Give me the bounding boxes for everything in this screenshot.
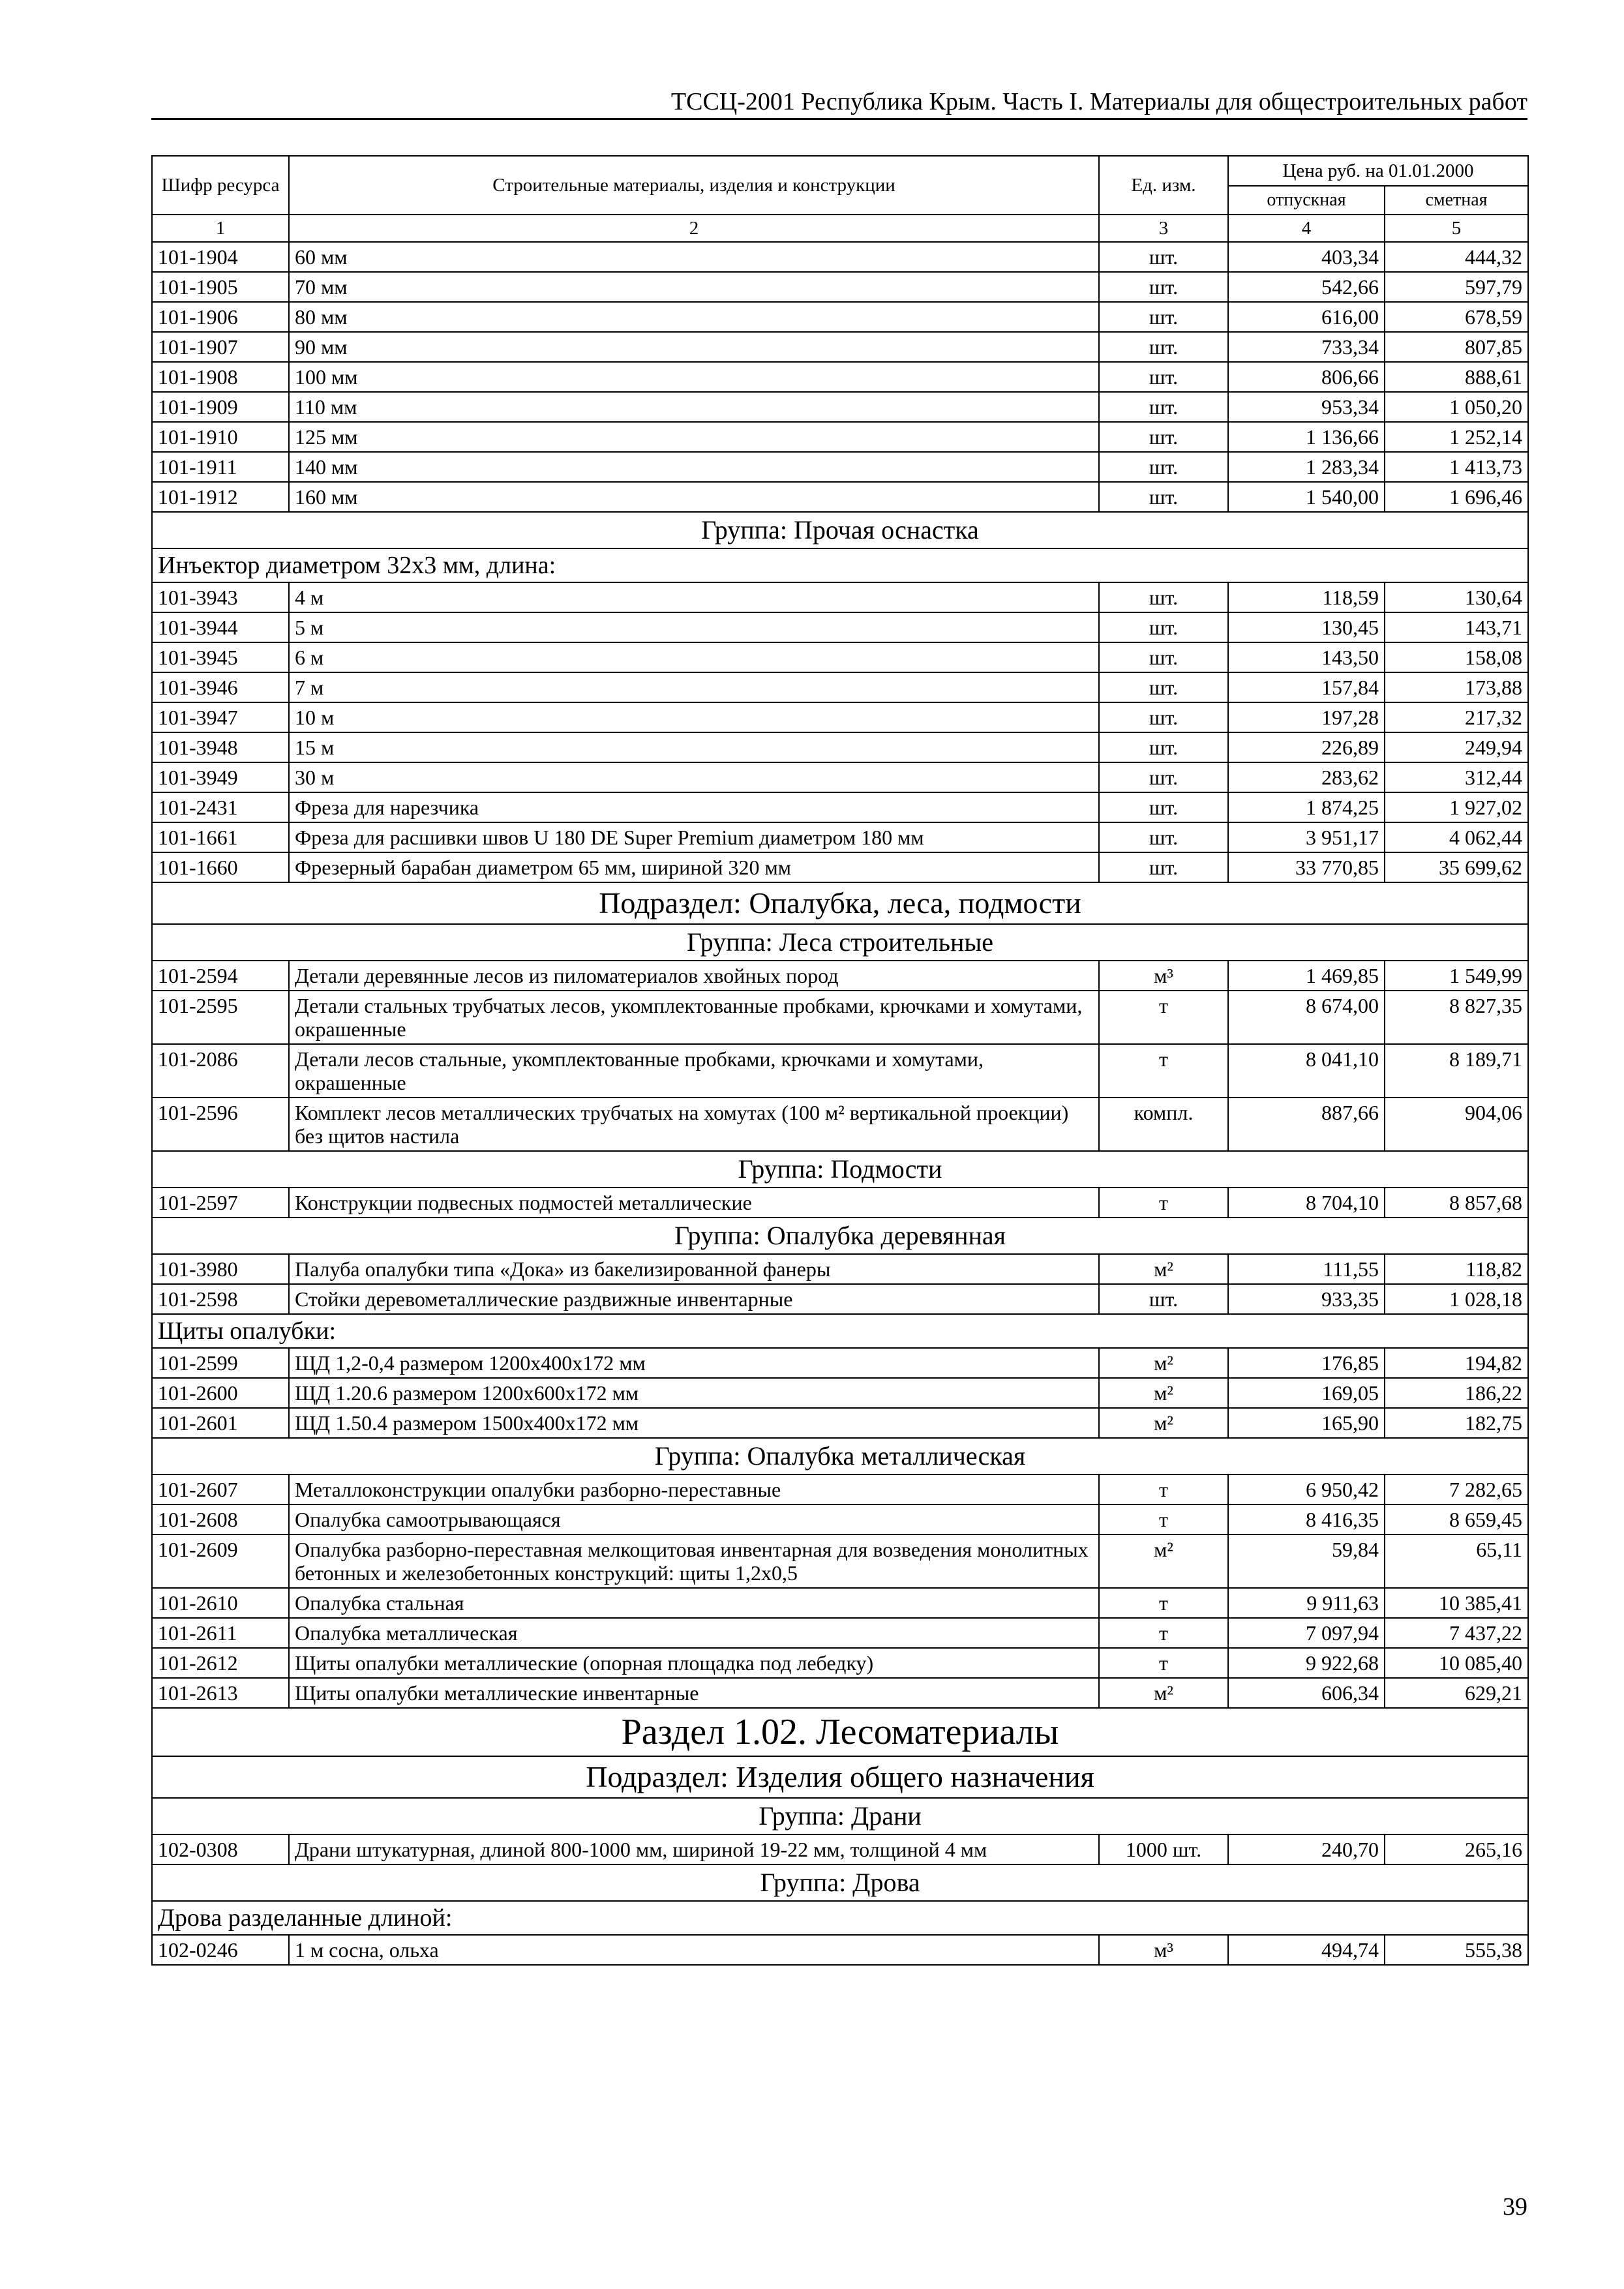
estimate-price: 7 282,65 — [1385, 1474, 1528, 1504]
subsection-heading-row — [152, 1756, 1528, 1798]
subgroup-label-row — [152, 1314, 1528, 1348]
resource-code: 101-1907 — [152, 332, 289, 362]
release-price: 157,84 — [1228, 672, 1385, 702]
material-name: Драни штукатурная, длиной 800-1000 мм, шириной 19-22 мм, толщиной 4 мм — [289, 1834, 1099, 1864]
resource-code: 101-3948 — [152, 732, 289, 762]
subgroup-label: Дрова разделанные длиной: — [152, 1901, 1528, 1935]
table-row — [152, 1534, 1528, 1588]
estimate-price: 10 385,41 — [1385, 1588, 1528, 1618]
unit-of-measure: т — [1099, 1504, 1228, 1534]
table-row — [152, 582, 1528, 612]
resource-code: 101-3945 — [152, 642, 289, 672]
release-price: 403,34 — [1228, 242, 1385, 272]
resource-code: 101-1904 — [152, 242, 289, 272]
group-heading-row — [152, 512, 1528, 548]
resource-code: 101-2610 — [152, 1588, 289, 1618]
estimate-price: 1 028,18 — [1385, 1284, 1528, 1314]
release-price: 283,62 — [1228, 762, 1385, 792]
estimate-price: 158,08 — [1385, 642, 1528, 672]
table-row — [152, 702, 1528, 732]
estimate-price: 888,61 — [1385, 362, 1528, 392]
release-price: 240,70 — [1228, 1834, 1385, 1864]
materials-price-table — [151, 155, 1529, 1966]
unit-of-measure: шт. — [1099, 852, 1228, 882]
resource-code: 101-3944 — [152, 612, 289, 642]
unit-of-measure: шт. — [1099, 272, 1228, 302]
unit-of-measure: м² — [1099, 1378, 1228, 1408]
resource-code: 102-0308 — [152, 1834, 289, 1864]
resource-code: 101-1909 — [152, 392, 289, 422]
section-heading: Раздел 1.02. Лесоматериалы — [152, 1708, 1528, 1756]
group-heading-row — [152, 1798, 1528, 1834]
table-row — [152, 362, 1528, 392]
subsection-heading-row — [152, 882, 1528, 924]
unit-of-measure: шт. — [1099, 582, 1228, 612]
material-name: 7 м — [289, 672, 1099, 702]
table-row — [152, 242, 1528, 272]
material-name: 80 мм — [289, 302, 1099, 332]
material-name: 1 м сосна, ольха — [289, 1935, 1099, 1965]
material-name: Комплект лесов металлических трубчатых на хомутах (100 м² вертикальной проекции) без щитов настила — [289, 1098, 1099, 1151]
resource-code: 101-2595 — [152, 991, 289, 1044]
unit-of-measure: т — [1099, 1474, 1228, 1504]
col-header-unit: Ед. изм. — [1099, 156, 1228, 215]
estimate-price: 7 437,22 — [1385, 1618, 1528, 1648]
material-name: 70 мм — [289, 272, 1099, 302]
page-number: 39 — [1503, 2193, 1527, 2221]
estimate-price: 1 549,99 — [1385, 961, 1528, 991]
column-number: 1 — [152, 215, 289, 242]
material-name: 30 м — [289, 762, 1099, 792]
resource-code: 101-3980 — [152, 1254, 289, 1284]
table-row — [152, 1588, 1528, 1618]
table-row — [152, 792, 1528, 822]
resource-code: 101-2597 — [152, 1188, 289, 1218]
resource-code: 101-3947 — [152, 702, 289, 732]
col-header-name: Строительные материалы, изделия и конструкции — [289, 156, 1099, 215]
estimate-price: 143,71 — [1385, 612, 1528, 642]
group-heading: Группа: Подмости — [152, 1151, 1528, 1188]
table-row — [152, 612, 1528, 642]
release-price: 1 540,00 — [1228, 482, 1385, 512]
unit-of-measure: шт. — [1099, 1284, 1228, 1314]
table-row — [152, 1834, 1528, 1864]
estimate-price: 186,22 — [1385, 1378, 1528, 1408]
col-header-release-price: отпускная — [1228, 186, 1385, 215]
material-name: 110 мм — [289, 392, 1099, 422]
table-row — [152, 732, 1528, 762]
table-row — [152, 822, 1528, 852]
estimate-price: 130,64 — [1385, 582, 1528, 612]
estimate-price: 8 659,45 — [1385, 1504, 1528, 1534]
release-price: 542,66 — [1228, 272, 1385, 302]
table-row — [152, 961, 1528, 991]
unit-of-measure: м³ — [1099, 961, 1228, 991]
subsection-heading: Подраздел: Опалубка, леса, подмости — [152, 882, 1528, 924]
resource-code: 101-2086 — [152, 1044, 289, 1098]
subgroup-label: Инъектор диаметром 32х3 мм, длина: — [152, 548, 1528, 582]
material-name: 5 м — [289, 612, 1099, 642]
release-price: 8 041,10 — [1228, 1044, 1385, 1098]
material-name: 100 мм — [289, 362, 1099, 392]
material-name: 160 мм — [289, 482, 1099, 512]
unit-of-measure: шт. — [1099, 702, 1228, 732]
resource-code: 101-2609 — [152, 1534, 289, 1588]
resource-code: 101-3943 — [152, 582, 289, 612]
release-price: 953,34 — [1228, 392, 1385, 422]
release-price: 806,66 — [1228, 362, 1385, 392]
resource-code: 101-2601 — [152, 1408, 289, 1438]
table-row — [152, 1188, 1528, 1218]
release-price: 118,59 — [1228, 582, 1385, 612]
material-name: 4 м — [289, 582, 1099, 612]
material-name: ЩД 1.50.4 размером 1500х400х172 мм — [289, 1408, 1099, 1438]
table-row — [152, 642, 1528, 672]
estimate-price: 1 696,46 — [1385, 482, 1528, 512]
group-heading: Группа: Прочая оснастка — [152, 512, 1528, 548]
material-name: Опалубка стальная — [289, 1588, 1099, 1618]
release-price: 165,90 — [1228, 1408, 1385, 1438]
release-price: 8 674,00 — [1228, 991, 1385, 1044]
unit-of-measure: шт. — [1099, 332, 1228, 362]
table-row — [152, 991, 1528, 1044]
release-price: 143,50 — [1228, 642, 1385, 672]
resource-code: 101-2598 — [152, 1284, 289, 1314]
unit-of-measure: т — [1099, 1618, 1228, 1648]
release-price: 226,89 — [1228, 732, 1385, 762]
resource-code: 101-2608 — [152, 1504, 289, 1534]
release-price: 887,66 — [1228, 1098, 1385, 1151]
estimate-price: 8 189,71 — [1385, 1044, 1528, 1098]
release-price: 8 416,35 — [1228, 1504, 1385, 1534]
header-rule — [151, 118, 1527, 120]
table-row — [152, 1044, 1528, 1098]
material-name: Фреза для расшивки швов U 180 DE Super Premium диаметром 180 мм — [289, 822, 1099, 852]
release-price: 169,05 — [1228, 1378, 1385, 1408]
release-price: 9 922,68 — [1228, 1648, 1385, 1678]
material-name: 6 м — [289, 642, 1099, 672]
table-row — [152, 852, 1528, 882]
unit-of-measure: м² — [1099, 1678, 1228, 1708]
estimate-price: 173,88 — [1385, 672, 1528, 702]
material-name: Металлоконструкции опалубки разборно-переставные — [289, 1474, 1099, 1504]
table-row — [152, 452, 1528, 482]
estimate-price: 1 252,14 — [1385, 422, 1528, 452]
unit-of-measure: шт. — [1099, 822, 1228, 852]
unit-of-measure: м² — [1099, 1534, 1228, 1588]
release-price: 616,00 — [1228, 302, 1385, 332]
release-price: 733,34 — [1228, 332, 1385, 362]
resource-code: 102-0246 — [152, 1935, 289, 1965]
col-header-code: Шифр ресурса — [152, 156, 289, 215]
estimate-price: 10 085,40 — [1385, 1648, 1528, 1678]
table-row — [152, 1254, 1528, 1284]
table-row — [152, 1935, 1528, 1965]
release-price: 130,45 — [1228, 612, 1385, 642]
unit-of-measure: шт. — [1099, 612, 1228, 642]
unit-of-measure: т — [1099, 991, 1228, 1044]
unit-of-measure: т — [1099, 1044, 1228, 1098]
estimate-price: 265,16 — [1385, 1834, 1528, 1864]
release-price: 3 951,17 — [1228, 822, 1385, 852]
release-price: 933,35 — [1228, 1284, 1385, 1314]
table-row — [152, 1648, 1528, 1678]
subgroup-label-row — [152, 548, 1528, 582]
material-name: 125 мм — [289, 422, 1099, 452]
col-header-estimate-price: сметная — [1385, 186, 1528, 215]
table-row — [152, 422, 1528, 452]
release-price: 1 469,85 — [1228, 961, 1385, 991]
unit-of-measure: шт. — [1099, 362, 1228, 392]
subgroup-label: Щиты опалубки: — [152, 1314, 1528, 1348]
material-name: Фреза для нарезчика — [289, 792, 1099, 822]
group-heading-row — [152, 1438, 1528, 1474]
resource-code: 101-1908 — [152, 362, 289, 392]
unit-of-measure: м² — [1099, 1254, 1228, 1284]
table-row — [152, 1408, 1528, 1438]
release-price: 606,34 — [1228, 1678, 1385, 1708]
estimate-price: 8 857,68 — [1385, 1188, 1528, 1218]
unit-of-measure: шт. — [1099, 392, 1228, 422]
release-price: 197,28 — [1228, 702, 1385, 732]
column-numbering-row — [152, 215, 1528, 242]
estimate-price: 194,82 — [1385, 1348, 1528, 1378]
group-heading: Группа: Дрова — [152, 1864, 1528, 1901]
release-price: 8 704,10 — [1228, 1188, 1385, 1218]
material-name: Детали стальных трубчатых лесов, укомплектованные пробками, крючками и хомутами, окрашенные — [289, 991, 1099, 1044]
resource-code: 101-2611 — [152, 1618, 289, 1648]
unit-of-measure: т — [1099, 1188, 1228, 1218]
table-row — [152, 672, 1528, 702]
unit-of-measure: шт. — [1099, 242, 1228, 272]
unit-of-measure: м³ — [1099, 1935, 1228, 1965]
unit-of-measure: т — [1099, 1648, 1228, 1678]
column-number: 4 — [1228, 215, 1385, 242]
table-row — [152, 1618, 1528, 1648]
estimate-price: 182,75 — [1385, 1408, 1528, 1438]
resource-code: 101-3949 — [152, 762, 289, 792]
material-name: Детали деревянные лесов из пиломатериалов хвойных пород — [289, 961, 1099, 991]
estimate-price: 629,21 — [1385, 1678, 1528, 1708]
resource-code: 101-2612 — [152, 1648, 289, 1678]
resource-code: 101-2594 — [152, 961, 289, 991]
column-number: 3 — [1099, 215, 1228, 242]
table-row — [152, 1378, 1528, 1408]
release-price: 7 097,94 — [1228, 1618, 1385, 1648]
subsection-heading: Подраздел: Изделия общего назначения — [152, 1756, 1528, 1798]
release-price: 9 911,63 — [1228, 1588, 1385, 1618]
table-row — [152, 1098, 1528, 1151]
group-heading-row — [152, 1218, 1528, 1254]
material-name: Палуба опалубки типа «Дока» из бакелизированной фанеры — [289, 1254, 1099, 1284]
resource-code: 101-2599 — [152, 1348, 289, 1378]
estimate-price: 118,82 — [1385, 1254, 1528, 1284]
resource-code: 101-2607 — [152, 1474, 289, 1504]
material-name: Детали лесов стальные, укомплектованные пробками, крючками и хомутами, окрашенные — [289, 1044, 1099, 1098]
estimate-price: 35 699,62 — [1385, 852, 1528, 882]
release-price: 1 874,25 — [1228, 792, 1385, 822]
unit-of-measure: шт. — [1099, 422, 1228, 452]
resource-code: 101-1906 — [152, 302, 289, 332]
table-row — [152, 392, 1528, 422]
group-heading: Группа: Опалубка металлическая — [152, 1438, 1528, 1474]
material-name: Опалубка разборно-переставная мелкощитовая инвентарная для возведения монолитных бетонных и железобетонных конструкций: щиты 1,2х0,5 — [289, 1534, 1099, 1588]
resource-code: 101-1910 — [152, 422, 289, 452]
table-row — [152, 1348, 1528, 1378]
release-price: 59,84 — [1228, 1534, 1385, 1588]
group-heading: Группа: Драни — [152, 1798, 1528, 1834]
unit-of-measure: шт. — [1099, 672, 1228, 702]
group-heading-row — [152, 924, 1528, 961]
resource-code: 101-2596 — [152, 1098, 289, 1151]
unit-of-measure: шт. — [1099, 452, 1228, 482]
estimate-price: 1 050,20 — [1385, 392, 1528, 422]
material-name: ЩД 1,2-0,4 размером 1200х400х172 мм — [289, 1348, 1099, 1378]
estimate-price: 678,59 — [1385, 302, 1528, 332]
material-name: Фрезерный барабан диаметром 65 мм, шириной 320 мм — [289, 852, 1099, 882]
group-heading: Группа: Опалубка деревянная — [152, 1218, 1528, 1254]
resource-code: 101-1660 — [152, 852, 289, 882]
table-row — [152, 1474, 1528, 1504]
release-price: 33 770,85 — [1228, 852, 1385, 882]
resource-code: 101-1905 — [152, 272, 289, 302]
resource-code: 101-3946 — [152, 672, 289, 702]
material-name: Опалубка металлическая — [289, 1618, 1099, 1648]
estimate-price: 312,44 — [1385, 762, 1528, 792]
unit-of-measure: т — [1099, 1588, 1228, 1618]
release-price: 494,74 — [1228, 1935, 1385, 1965]
table-row — [152, 1678, 1528, 1708]
resource-code: 101-1912 — [152, 482, 289, 512]
group-heading-row — [152, 1151, 1528, 1188]
unit-of-measure: шт. — [1099, 642, 1228, 672]
estimate-price: 1 927,02 — [1385, 792, 1528, 822]
unit-of-measure: м² — [1099, 1408, 1228, 1438]
material-name: Опалубка самоотрывающаяся — [289, 1504, 1099, 1534]
material-name: 140 мм — [289, 452, 1099, 482]
unit-of-measure: шт. — [1099, 302, 1228, 332]
material-name: 60 мм — [289, 242, 1099, 272]
material-name: 10 м — [289, 702, 1099, 732]
column-number: 2 — [289, 215, 1099, 242]
table-body — [152, 242, 1528, 1965]
resource-code: 101-1661 — [152, 822, 289, 852]
table-row — [152, 762, 1528, 792]
table-row — [152, 332, 1528, 362]
release-price: 1 136,66 — [1228, 422, 1385, 452]
resource-code: 101-2431 — [152, 792, 289, 822]
estimate-price: 4 062,44 — [1385, 822, 1528, 852]
col-header-price: Цена руб. на 01.01.2000 — [1228, 156, 1528, 186]
unit-of-measure: шт. — [1099, 792, 1228, 822]
group-heading: Группа: Леса строительные — [152, 924, 1528, 961]
release-price: 111,55 — [1228, 1254, 1385, 1284]
unit-of-measure: шт. — [1099, 732, 1228, 762]
table-row — [152, 1504, 1528, 1534]
table-row — [152, 272, 1528, 302]
resource-code: 101-2613 — [152, 1678, 289, 1708]
unit-of-measure: шт. — [1099, 482, 1228, 512]
unit-of-measure: шт. — [1099, 762, 1228, 792]
unit-of-measure: 1000 шт. — [1099, 1834, 1228, 1864]
unit-of-measure: компл. — [1099, 1098, 1228, 1151]
material-name: ЩД 1.20.6 размером 1200х600х172 мм — [289, 1378, 1099, 1408]
material-name: Щиты опалубки металлические (опорная площадка под лебедку) — [289, 1648, 1099, 1678]
table-row — [152, 482, 1528, 512]
estimate-price: 249,94 — [1385, 732, 1528, 762]
column-number: 5 — [1385, 215, 1528, 242]
section-heading-row — [152, 1708, 1528, 1756]
estimate-price: 217,32 — [1385, 702, 1528, 732]
resource-code: 101-1911 — [152, 452, 289, 482]
table-row — [152, 1284, 1528, 1314]
material-name: 15 м — [289, 732, 1099, 762]
release-price: 1 283,34 — [1228, 452, 1385, 482]
unit-of-measure: м² — [1099, 1348, 1228, 1378]
table-row — [152, 302, 1528, 332]
estimate-price: 65,11 — [1385, 1534, 1528, 1588]
estimate-price: 1 413,73 — [1385, 452, 1528, 482]
estimate-price: 8 827,35 — [1385, 991, 1528, 1044]
estimate-price: 597,79 — [1385, 272, 1528, 302]
subgroup-label-row — [152, 1901, 1528, 1935]
material-name: Щиты опалубки металлические инвентарные — [289, 1678, 1099, 1708]
estimate-price: 444,32 — [1385, 242, 1528, 272]
release-price: 6 950,42 — [1228, 1474, 1385, 1504]
estimate-price: 807,85 — [1385, 332, 1528, 362]
release-price: 176,85 — [1228, 1348, 1385, 1378]
group-heading-row — [152, 1864, 1528, 1901]
estimate-price: 555,38 — [1385, 1935, 1528, 1965]
material-name: Конструкции подвесных подмостей металлические — [289, 1188, 1099, 1218]
estimate-price: 904,06 — [1385, 1098, 1528, 1151]
material-name: Стойки деревометаллические раздвижные инвентарные — [289, 1284, 1099, 1314]
material-name: 90 мм — [289, 332, 1099, 362]
running-header: ТССЦ-2001 Республика Крым. Часть I. Материалы для общестроительных работ — [670, 88, 1527, 115]
resource-code: 101-2600 — [152, 1378, 289, 1408]
